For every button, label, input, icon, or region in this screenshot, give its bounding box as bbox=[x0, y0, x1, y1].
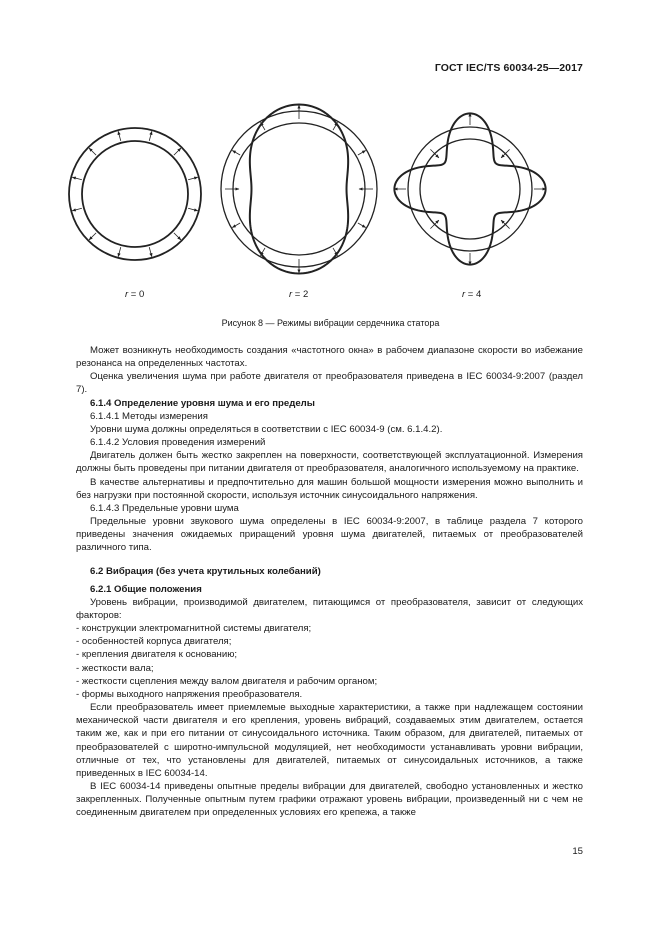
list-item: - крепления двигателя к основанию; bbox=[76, 649, 238, 661]
radial-arrow bbox=[118, 247, 121, 257]
radial-arrow bbox=[118, 131, 121, 141]
page-number: 15 bbox=[572, 846, 583, 857]
stator-vibration-modes-figure bbox=[0, 88, 661, 318]
radial-arrow bbox=[89, 233, 96, 240]
radial-arrow bbox=[232, 151, 240, 156]
base-outer-circle bbox=[221, 111, 377, 267]
section-heading: 6.2 Вибрация (без учета крутильных колебаний) bbox=[90, 565, 321, 577]
deformed-ring bbox=[394, 113, 545, 264]
mode-r2-diagram bbox=[221, 105, 377, 274]
mode-r0-diagram bbox=[69, 128, 201, 260]
base-outer-circle bbox=[408, 127, 532, 251]
subsection-heading: 6.1.4.3 Предельные уровни шума bbox=[90, 502, 239, 514]
radial-arrow bbox=[149, 247, 152, 257]
radial-arrow bbox=[174, 233, 181, 240]
radial-arrow bbox=[89, 148, 96, 155]
radial-arrow bbox=[174, 148, 181, 155]
paragraph: В качестве альтернативы и предпочтительно для машин большой мощности измерения можно выполнить и без нагрузки при постоянной скорости, используя источник синусоидального напряжения. bbox=[76, 476, 583, 501]
radial-arrow bbox=[188, 177, 198, 180]
paragraph: В IEC 60034-14 приведены опытные пределы вибрации для двигателей, свободно установленных и жестко закрепленных. Полученные опытным путем графики отражают уровень вибрации, произведенный ни с чем не соединенным двигателем при определенных условиях его крепежа, а также bbox=[76, 781, 583, 819]
section-heading: 6.2.1 Общие положения bbox=[90, 583, 202, 595]
radial-arrow bbox=[188, 208, 198, 211]
document-header: ГОСТ IEC/TS 60034-25—2017 bbox=[434, 62, 583, 74]
radial-arrow bbox=[358, 151, 366, 156]
paragraph: Может возникнуть необходимость создания «частотного окна» в рабочем диапазоне скорости во избежание резонанса на определенных частотах. bbox=[76, 345, 583, 370]
section-heading: 6.1.4 Определение уровня шума и его пределы bbox=[90, 397, 315, 409]
paragraph: Оценка увеличения шума при работе двигателя от преобразователя приведена в IEC 60034-9:2007 (раздел 7). bbox=[76, 371, 583, 396]
list-item: - формы выходного напряжения преобразователя. bbox=[76, 688, 303, 700]
radial-arrow bbox=[149, 131, 152, 141]
inner-ring bbox=[82, 141, 188, 247]
radial-arrow bbox=[72, 208, 82, 211]
figure-caption: Рисунок 8 — Режимы вибрации сердечника статора bbox=[221, 318, 440, 328]
list-item: - особенностей корпуса двигателя; bbox=[76, 636, 232, 648]
paragraph: Предельные уровни звукового шума определены в IEC 60034-9:2007, в таблице раздела 7 которого приведены значения ожидаемых приращений уровня шума двигателей, питаемых от преобразователей различного типа. bbox=[76, 516, 583, 554]
list-item: - жесткости вала; bbox=[76, 662, 154, 674]
mode-r4-diagram bbox=[394, 113, 546, 265]
radial-arrow bbox=[232, 223, 240, 228]
subsection-heading: 6.1.4.1 Методы измерения bbox=[90, 410, 208, 422]
paragraph: Если преобразователь имеет приемлемые выходные характеристики, а также при надлежащем состоянии механической части двигателя и его крепления, уровень вибраций, создаваемых этим двигателем, остается таким же, как и при его питании от синусоидального источника. Таким образом, для двигателей, питаемых от преобразователей с широтно-импульсной модуляцией, нет необходимости устанавливать уровни вибрации, отличные от тех, что установлены для двигателей, питаемых от синусоидальных источников, а также приведенных в IEC 60034-14. bbox=[76, 702, 583, 779]
mode-label-r4: r = 4 bbox=[462, 289, 482, 300]
radial-arrow bbox=[358, 223, 366, 228]
list-item: - конструкции электромагнитной системы двигателя; bbox=[76, 623, 312, 635]
list-item: - жесткости сцепления между валом двигателя и рабочим органом; bbox=[76, 675, 378, 687]
paragraph: Уровень вибрации, производимой двигателем, питающимся от преобразователя, зависит от следующих факторов: bbox=[76, 596, 583, 621]
radial-arrow bbox=[72, 177, 82, 180]
body-text bbox=[76, 344, 583, 819]
mode-label-r2: r = 2 bbox=[289, 289, 309, 300]
paragraph: Двигатель должен быть жестко закреплен на поверхности, соответствующей эксплуатационной. Измерения должны быть проведены при питании двигателя от преобразователя, аналогичного используемому на практике. bbox=[76, 450, 583, 475]
subsection-heading: 6.1.4.2 Условия проведения измерений bbox=[90, 437, 266, 449]
mode-label-r0: r = 0 bbox=[125, 289, 145, 300]
paragraph: Уровни шума должны определяться в соответствии с IEC 60034-9 (см. 6.1.4.2). bbox=[90, 423, 443, 435]
outer-ring bbox=[69, 128, 201, 260]
